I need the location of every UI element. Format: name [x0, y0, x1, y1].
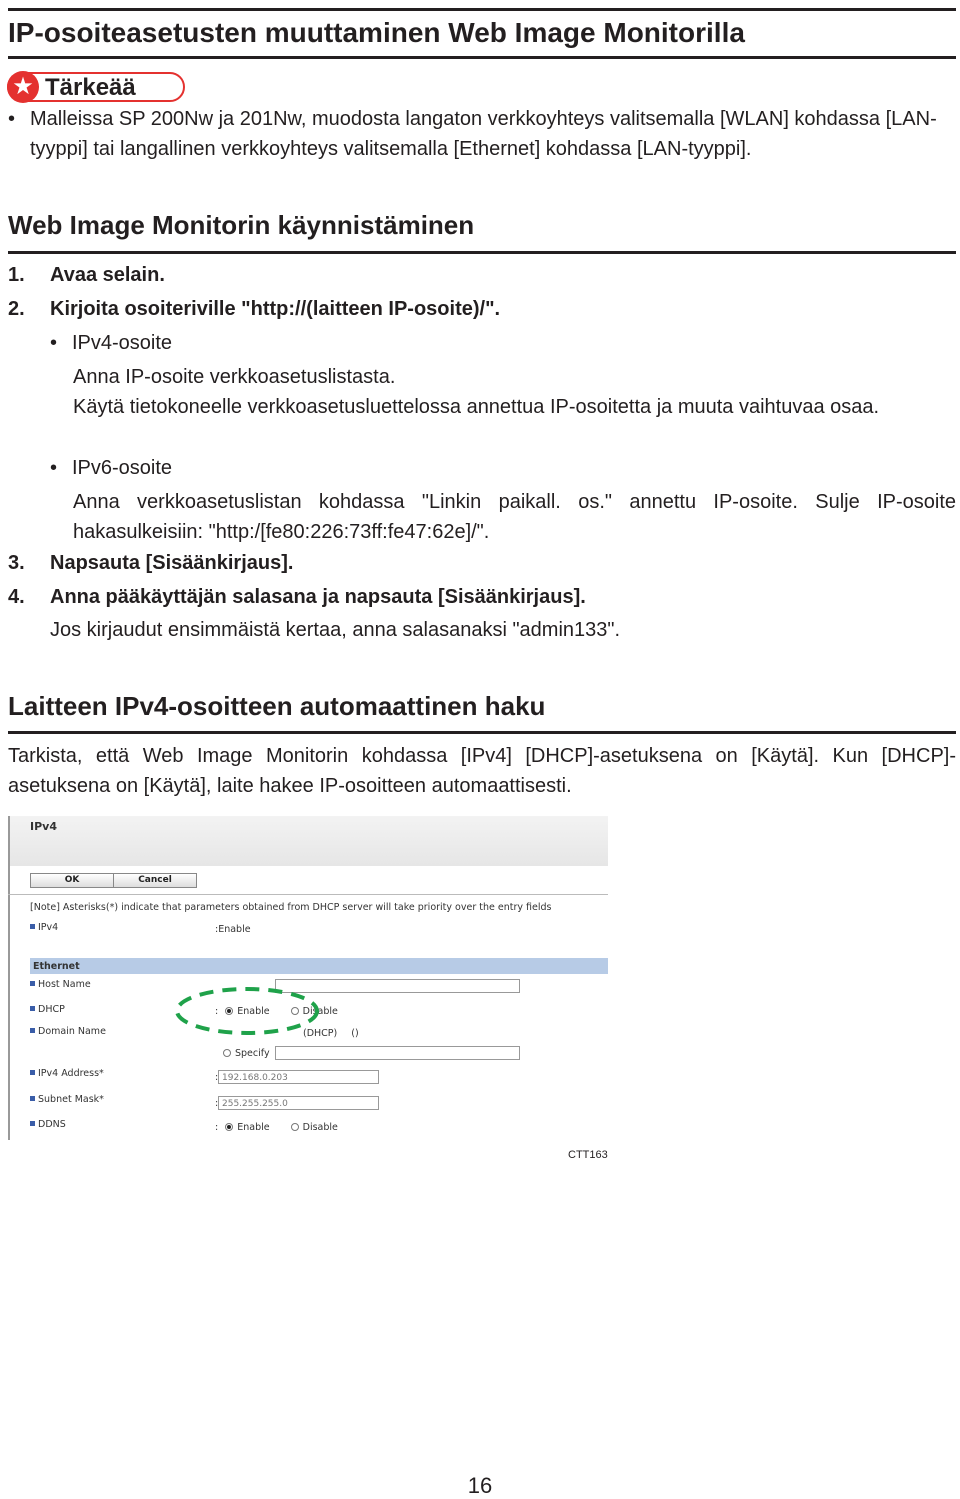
ipv4-line1: Anna IP-osoite verkkoasetuslistasta.	[73, 366, 396, 388]
domain-name-input[interactable]	[275, 1046, 520, 1060]
ipv4-line2: Käytä tietokoneelle verkkoasetusluettelossa annettua IP-osoitetta ja muuta vaihtuvaa osaa.	[73, 396, 880, 418]
colon: :	[215, 1072, 219, 1083]
ipv4-address-text: IPv4 Address*	[38, 1068, 104, 1079]
host-name-text: Host Name	[38, 979, 91, 990]
cancel-button[interactable]: Cancel	[113, 873, 197, 888]
important-badge	[7, 72, 185, 102]
specify-radio[interactable]	[223, 1049, 231, 1057]
ddns-disable-radio[interactable]	[291, 1123, 299, 1131]
colon: :	[215, 1098, 219, 1109]
bullet-square-icon	[30, 1121, 35, 1126]
ipv4-row-text: IPv4	[38, 922, 59, 933]
step-text: Kirjoita osoiteriville "http://(laitteen IP-osoite)/".	[50, 298, 501, 320]
page-title: IP-osoiteasetusten muuttaminen Web Image Monitorilla	[8, 17, 745, 48]
title-top-rule	[8, 8, 956, 11]
domain-name-text: Domain Name	[38, 1026, 106, 1037]
ipv6-label: IPv6-osoite	[72, 457, 173, 479]
subnet-mask-label	[30, 1094, 104, 1105]
ipv4-panel-title: IPv4	[30, 820, 57, 833]
ok-button[interactable]: OK	[30, 873, 114, 888]
ipv4-label: IPv4-osoite	[72, 332, 173, 354]
ipv4-bullet	[50, 328, 956, 358]
colon: :	[215, 1006, 219, 1017]
section-heading-auto: Laitteen IPv4-osoitteen automaattinen haku	[8, 691, 546, 721]
step-text: Anna pääkäyttäjän salasana ja napsauta [Sisäänkirjaus].	[50, 586, 586, 608]
ipv4-row-value: :Enable	[215, 924, 251, 935]
domain-paren: ()	[351, 1028, 359, 1039]
ipv6-line1: Anna verkkoasetuslistan kohdassa "Linkin paikall. os." annettu IP-osoite. Sulje IP-osoite hakasulkeisiin: "http:/[fe80:226:73ff:fe47:62e]/".	[73, 491, 956, 543]
step-number: 1.	[8, 264, 25, 286]
title-bottom-rule	[8, 56, 956, 59]
bullet-icon: •	[8, 108, 16, 130]
bullet-icon: •	[50, 332, 58, 354]
section-rule	[8, 731, 956, 734]
divider	[8, 894, 608, 895]
bullet-square-icon	[30, 1096, 35, 1101]
dhcp-note: [Note] Asterisks(*) indicate that parameters obtained from DHCP server will take priority over the entry fields	[30, 902, 552, 913]
step-text: Napsauta [Sisäänkirjaus].	[50, 552, 294, 574]
step-text: Avaa selain.	[50, 264, 165, 286]
step-4-note: Jos kirjaudut ensimmäistä kertaa, anna salasanaksi "admin133".	[50, 619, 621, 641]
ddns-enable-label: Enable	[237, 1122, 270, 1133]
dhcp-label	[30, 1004, 65, 1015]
screenshot-header	[8, 816, 608, 866]
star-icon: ★	[7, 71, 39, 103]
domain-name-label	[30, 1026, 106, 1037]
ipv4-address-label	[30, 1068, 104, 1079]
section-heading-start: Web Image Monitorin käynnistäminen	[8, 210, 475, 240]
ipv6-bullet	[50, 453, 956, 483]
ddns-options	[215, 1122, 338, 1133]
ddns-text: DDNS	[38, 1119, 66, 1130]
important-note-text: Malleissa SP 200Nw ja 201Nw, muodosta langaton verkkoyhteys valitsemalla [WLAN] kohdassa [LAN-tyyppi] tai langallinen verkkoyhteys valitsemalla [Ethernet] kohdassa [LAN-tyyppi].	[30, 108, 937, 160]
colon: :	[215, 1122, 219, 1133]
page-number: 16	[467, 1473, 493, 1498]
settings-screenshot	[8, 816, 608, 1140]
dhcp-disable-label: Disable	[302, 1006, 338, 1017]
bullet-square-icon	[30, 1006, 35, 1011]
section2-body: Tarkista, että Web Image Monitorin kohdassa [IPv4] [DHCP]-asetuksena on [Käytä]. Kun [DHCP]-asetuksena on [Käytä], laite hakee IP-osoitteen automaattisesti.	[8, 745, 956, 797]
important-note	[8, 104, 956, 164]
bullet-square-icon	[30, 1070, 35, 1075]
subnet-mask-input[interactable]: 255.255.255.0	[218, 1096, 379, 1110]
ddns-disable-label: Disable	[302, 1122, 338, 1133]
screenshot-left-edge	[8, 816, 10, 1140]
ipv4-row-label	[30, 922, 58, 933]
important-label: Tärkeää	[45, 74, 136, 101]
dhcp-text: DHCP	[38, 1004, 65, 1015]
ddns-label	[30, 1119, 66, 1130]
bullet-square-icon	[30, 1028, 35, 1033]
figure-caption: CTT163	[568, 1149, 608, 1161]
step-number: 2.	[8, 298, 25, 320]
section-rule	[8, 251, 956, 254]
step-number: 4.	[8, 586, 25, 608]
dhcp-enable-label: Enable	[237, 1006, 270, 1017]
specify-option	[223, 1048, 270, 1059]
highlight-ellipse-shape	[177, 989, 317, 1033]
subnet-mask-text: Subnet Mask*	[38, 1094, 104, 1105]
step-3	[8, 552, 293, 575]
host-name-label	[30, 979, 91, 990]
dhcp-highlight-ellipse	[172, 984, 322, 1038]
bullet-icon: •	[50, 457, 58, 479]
ethernet-label: Ethernet	[33, 961, 80, 972]
bullet-square-icon	[30, 981, 35, 986]
step-number: 3.	[8, 552, 25, 574]
domain-dhcp-text: (DHCP)	[303, 1028, 338, 1039]
step-4	[8, 586, 586, 609]
ddns-enable-radio[interactable]	[225, 1123, 233, 1131]
bullet-square-icon	[30, 924, 35, 929]
ipv4-address-input[interactable]: 192.168.0.203	[218, 1070, 379, 1084]
step-2	[8, 298, 500, 321]
specify-label: Specify	[235, 1048, 270, 1059]
ethernet-bar	[30, 958, 608, 974]
step-1	[8, 264, 165, 287]
